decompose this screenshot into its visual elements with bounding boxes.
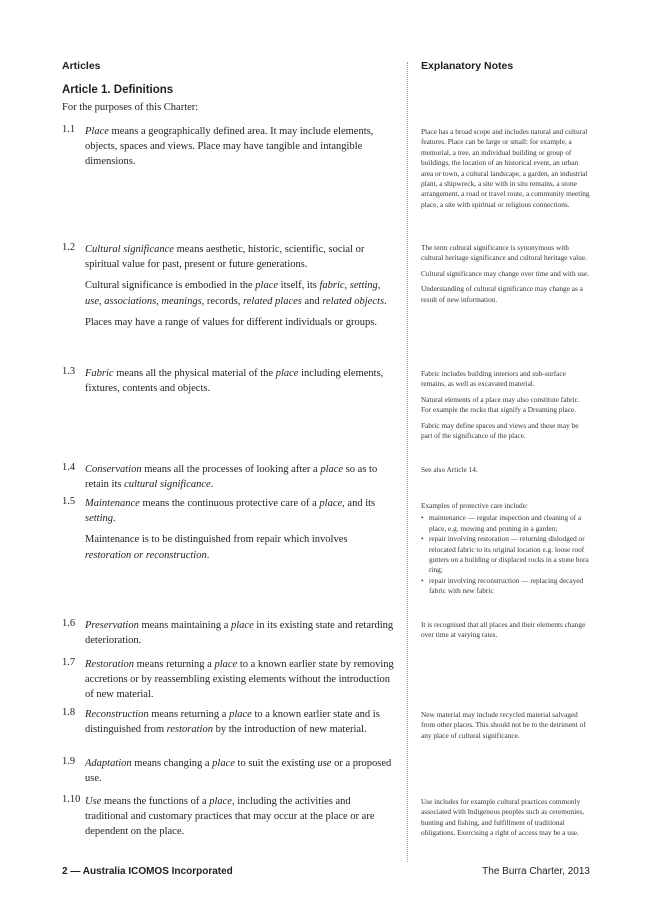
column-divider <box>407 62 408 862</box>
note-1-10: Use includes for example cultural practices commonly associated with Indigenous peoples such as ceremonies, hunting and fishing, and fulfillment of traditional obligations. Exercising a right of access may be a use. <box>421 797 585 838</box>
note-1-2: The term cultural significance is synonymous with cultural heritage significance and cultural heritage value. Cultural significance may change over time and with use. Understanding of cultural significance may change as a result of new information. <box>421 243 589 304</box>
article-number: 1.7 <box>62 657 76 668</box>
note-1-5: Examples of protective care include: • maintenance — regular inspection and cleaning of a place, e.g. mowing and pruning in a garden; • repair involving restoration — returning dislodged or relocated fabric to its original location e.g. loose roof gutters on a building or displaced rocks in a stone bora ring; • repair involving reconstruction — replacing decayed fabric with new fabric <box>421 501 591 597</box>
note-1-4: See also Article 14. <box>421 465 478 474</box>
note-list <box>421 513 591 596</box>
footer-left: 2 — Australia ICOMOS Incorporated <box>62 866 233 877</box>
term: Place <box>85 126 109 137</box>
articles-header: Articles <box>62 60 101 72</box>
article-1-9: Adaptation means changing a place to suit the existing use or a proposed use. <box>85 758 392 785</box>
article-title: Article 1. Definitions <box>62 84 174 96</box>
article-number: 1.5 <box>62 496 76 507</box>
article-1-8: Reconstruction means returning a place to a known earlier state and is distinguished from restoration by the introduction of new material. <box>85 709 380 736</box>
article-number: 1.8 <box>62 707 76 718</box>
note-1-8: New material may include recycled material salvaged from other places. This should not be to the detriment of any place of cultural significance. <box>421 710 586 740</box>
article-number: 1.10 <box>62 794 81 805</box>
list-item: • maintenance — regular inspection and cleaning of a place, e.g. mowing and pruning in a garden; <box>421 513 591 534</box>
intro-text: For the purposes of this Charter: <box>62 102 199 113</box>
article-number: 1.2 <box>62 242 76 253</box>
article-1-3: Fabric means all the physical material of the place including elements, fixtures, contents and objects. <box>85 368 384 395</box>
list-item: • repair involving restoration — returning dislodged or relocated fabric to its original location e.g. loose roof gutters on a building or displaced rocks in a stone bora ring; <box>421 534 591 576</box>
article-1-10: Use means the functions of a place, including the activities and traditional and customary practices that may occur at the place or are dependent on the place. <box>85 796 375 838</box>
article-number: 1.6 <box>62 618 76 629</box>
note-1-3: Fabric includes building interiors and sub-surface remains, as well as excavated material. Natural elements of a place may also constitute fabric. For example the rocks that signify a Dreaming place. Fabric may define spaces and views and these may be part of the significance of the place. <box>421 369 580 441</box>
article-1-5: Maintenance means the continuous protective care of a place, and its setting. Maintenance is to be distinguished from repair which involves restoration or reconstruction. <box>85 498 376 561</box>
article-1-7: Restoration means returning a place to a known earlier state by removing accretions or by reassembling existing elements without the introduction of new material. <box>85 659 394 701</box>
article-1-4: Conservation means all the processes of looking after a place so as to retain its cultural significance. <box>85 464 378 491</box>
note-1-6: It is recognised that all places and their elements change over time at varying rates. <box>421 620 586 640</box>
footer-right: The Burra Charter, 2013 <box>482 866 590 877</box>
article-1-2: Cultural significance means aesthetic, historic, scientific, social or spiritual value for past, present or future generations. Cultural significance is embodied in the place itself, its fabric, setting, use, associations, meanings, records, related places and related objects. Places may have a range of values for different individuals or groups. <box>85 244 387 328</box>
article-number: 1.1 <box>62 124 76 135</box>
note-1-1: Place has a broad scope and includes natural and cultural features. Place can be large or small: for example, a memorial, a tree, an individual building or group of buildings, the location of an historical event, an urban area or town, a cultural landscape, a garden, an industrial plant, a shipwreck, a site with in situ remains, a stone arrangement, a road or travel route, a community meeting place, a site with spiritual or religious connections. <box>421 127 590 209</box>
article-number: 1.4 <box>62 462 76 473</box>
article-1-6: Preservation means maintaining a place in its existing state and retarding deterioration. <box>85 620 394 647</box>
list-item: • repair involving reconstruction — replacing decayed fabric with new fabric <box>421 576 591 597</box>
article-1-1: Place means a geographically defined area. It may include elements, objects, spaces and views. Place may have tangible and intangible dimensions. <box>85 126 374 168</box>
article-number: 1.3 <box>62 366 76 377</box>
article-number: 1.9 <box>62 756 76 767</box>
notes-header: Explanatory Notes <box>421 60 514 72</box>
